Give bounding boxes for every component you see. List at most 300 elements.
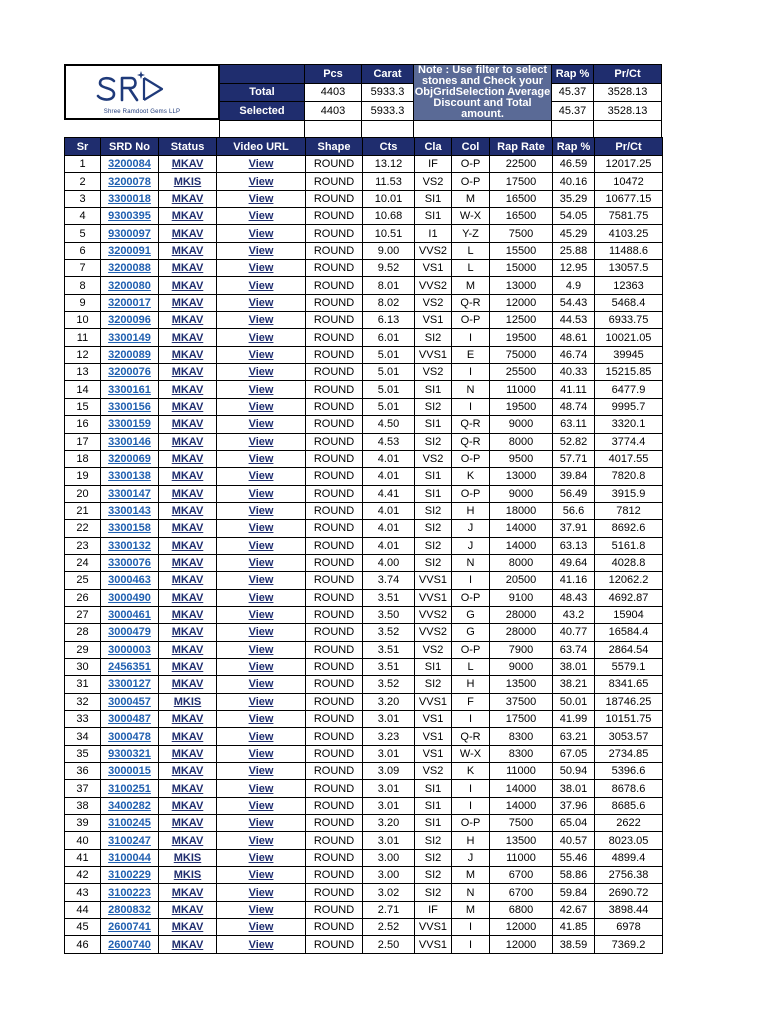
status-link[interactable]: MKAV [171, 453, 204, 466]
status-link[interactable]: MKAV [171, 782, 204, 795]
rap-rate-header[interactable]: Rap Rate [490, 138, 553, 156]
video-link[interactable]: View [248, 869, 274, 882]
video-link[interactable]: View [248, 348, 274, 361]
status-cell [159, 260, 217, 277]
rap-rate-cell: 12000 [490, 936, 553, 953]
srd-no-link[interactable]: 3300132 [108, 539, 151, 552]
sr-cell: 43 [65, 884, 101, 901]
rap-rate-cell: 7500 [490, 815, 553, 832]
video-link[interactable]: View [248, 470, 274, 483]
srd-no-link[interactable]: 3200017 [108, 296, 151, 309]
srd-no-link[interactable]: 3000461 [108, 609, 151, 622]
video-link[interactable]: View [248, 314, 274, 327]
status-cell [159, 745, 217, 762]
status-link[interactable]: MKAV [171, 539, 204, 552]
video-link[interactable]: View [248, 713, 274, 726]
status-link[interactable]: MKAV [171, 296, 204, 309]
srd-no-link[interactable]: 3000490 [108, 591, 151, 604]
video-cell [217, 624, 306, 641]
status-link[interactable]: MKAV [171, 557, 204, 570]
status-link[interactable]: MKAV [171, 487, 204, 500]
video-link[interactable]: View [248, 661, 274, 674]
video-link[interactable]: View [248, 400, 274, 413]
status-link[interactable]: MKAV [171, 834, 204, 847]
srd-logo-icon [92, 69, 196, 109]
sr-cell: 14 [65, 381, 101, 398]
srd-no-link[interactable]: 3100245 [108, 817, 151, 830]
srd-no-cell [101, 815, 159, 832]
col-cell: J [452, 537, 490, 554]
table-row [65, 676, 663, 693]
srd-no-link[interactable]: 3300147 [108, 487, 151, 500]
srd-no-link[interactable]: 3200091 [108, 244, 151, 257]
srd-no-link[interactable]: 3300138 [108, 470, 151, 483]
srd-no-cell [101, 242, 159, 259]
video-link[interactable]: View [248, 522, 274, 535]
video-link[interactable]: View [248, 175, 274, 188]
rap-pct-cell: 67.05 [553, 745, 595, 762]
rap-rate-cell: 12000 [490, 294, 553, 311]
table-row [65, 502, 663, 519]
col-cell: G [452, 606, 490, 623]
pr-ct-cell: 13057.5 [595, 260, 663, 277]
spacer-cell [305, 121, 362, 139]
rap-rate-cell: 16500 [490, 208, 553, 225]
video-cell [217, 242, 306, 259]
cts-header[interactable]: Cts [363, 138, 415, 156]
table-row [65, 364, 663, 381]
sr-cell: 33 [65, 711, 101, 728]
status-link[interactable]: MKAV [171, 470, 204, 483]
col-header[interactable]: Col [452, 138, 490, 156]
status-cell [159, 381, 217, 398]
video-cell [217, 156, 306, 173]
srd-no-cell [101, 589, 159, 606]
status-link[interactable]: MKAV [171, 903, 204, 916]
pr-ct-cell: 2690.72 [595, 884, 663, 901]
srd-no-link[interactable]: 2600740 [108, 938, 151, 951]
srd-no-link[interactable]: 3200080 [108, 279, 151, 292]
cla-cell: VS1 [415, 711, 452, 728]
status-link[interactable]: MKAV [171, 574, 204, 587]
video-link[interactable]: View [248, 730, 274, 743]
rap-pct-cell: 4.9 [553, 277, 595, 294]
cla-cell: VVS1 [415, 693, 452, 710]
video-link[interactable]: View [248, 505, 274, 518]
sr-header[interactable]: Sr [65, 138, 101, 156]
rap-rate-cell: 13000 [490, 277, 553, 294]
col-cell: O-P [452, 641, 490, 658]
shape-cell: ROUND [306, 312, 363, 329]
srd-no-cell [101, 676, 159, 693]
status-link[interactable]: MKAV [171, 210, 204, 223]
shape-cell: ROUND [306, 624, 363, 641]
status-link[interactable]: MKAV [171, 400, 204, 413]
sr-cell: 16 [65, 416, 101, 433]
srd-no-link[interactable]: 3400282 [108, 799, 151, 812]
rap-rate-cell: 6800 [490, 901, 553, 918]
srd-no-link[interactable]: 3300158 [108, 522, 151, 535]
srd-no-link[interactable]: 3000463 [108, 574, 151, 587]
sr-cell: 13 [65, 364, 101, 381]
status-link[interactable]: MKAV [171, 747, 204, 760]
shape-cell: ROUND [306, 606, 363, 623]
video-link[interactable]: View [248, 383, 274, 396]
rap-pct-cell: 65.04 [553, 815, 595, 832]
video-link[interactable]: View [248, 574, 274, 587]
srd-no-cell [101, 641, 159, 658]
sr-cell: 22 [65, 520, 101, 537]
srd-no-link[interactable]: 2456351 [108, 661, 151, 674]
srd-no-link[interactable]: 3100044 [108, 851, 151, 864]
srd-no-link[interactable]: 3200096 [108, 314, 151, 327]
shape-cell: ROUND [306, 485, 363, 502]
video-cell [217, 936, 306, 953]
pr-ct-cell: 18746.25 [595, 693, 663, 710]
srd-no-link[interactable]: 3200088 [108, 262, 151, 275]
status-cell [159, 936, 217, 953]
col-cell: I [452, 936, 490, 953]
status-link[interactable]: MKAV [171, 799, 204, 812]
video-link[interactable]: View [248, 851, 274, 864]
video-link[interactable]: View [248, 262, 274, 275]
srd-no-link[interactable]: 3000479 [108, 626, 151, 639]
video-link[interactable]: View [248, 678, 274, 691]
sr-cell: 21 [65, 502, 101, 519]
srd-no-link[interactable]: 3300127 [108, 678, 151, 691]
srd-no-link[interactable]: 3200069 [108, 453, 151, 466]
video-link[interactable]: View [248, 609, 274, 622]
video-cell [217, 554, 306, 571]
video-link[interactable]: View [248, 227, 274, 240]
status-header[interactable]: Status [159, 138, 217, 156]
status-link[interactable]: MKIS [173, 175, 202, 188]
video-link[interactable]: View [248, 557, 274, 570]
video-link[interactable]: View [248, 938, 274, 951]
srd-no-link[interactable]: 3000478 [108, 730, 151, 743]
srd-no-link[interactable]: 3300161 [108, 383, 151, 396]
cts-cell: 8.01 [363, 277, 415, 294]
col-cell: Q-R [452, 416, 490, 433]
srd-no-link[interactable]: 3200078 [108, 175, 151, 188]
rap-pct-cell: 48.43 [553, 589, 595, 606]
status-link[interactable]: MKAV [171, 730, 204, 743]
pr-ct-cell: 5396.6 [595, 763, 663, 780]
video-cell [217, 364, 306, 381]
video-link[interactable]: View [248, 210, 274, 223]
cla-header[interactable]: Cla [415, 138, 452, 156]
status-cell [159, 242, 217, 259]
header-block [64, 64, 662, 138]
cts-cell: 6.13 [363, 312, 415, 329]
rap-rate-cell: 75000 [490, 346, 553, 363]
video-link[interactable]: View [248, 886, 274, 899]
cla-cell: SI1 [415, 658, 452, 675]
rap-rate-cell: 7900 [490, 641, 553, 658]
video-cell [217, 173, 306, 190]
cla-cell: SI2 [415, 676, 452, 693]
cla-cell: SI2 [415, 867, 452, 884]
video-link[interactable]: View [248, 903, 274, 916]
status-link[interactable]: MKAV [171, 366, 204, 379]
video-cell [217, 606, 306, 623]
rap-pct-header[interactable]: Rap % [553, 138, 595, 156]
pr-ct-cell: 5579.1 [595, 658, 663, 675]
cts-cell: 3.09 [363, 763, 415, 780]
srd-no-link[interactable]: 3300018 [108, 192, 151, 205]
status-link[interactable]: MKAV [171, 886, 204, 899]
pr-ct-cell: 6933.75 [595, 312, 663, 329]
srd-no-header[interactable]: SRD No [101, 138, 159, 156]
table-row [65, 156, 663, 173]
video-link[interactable]: View [248, 817, 274, 830]
table-row [65, 572, 663, 589]
video-cell [217, 312, 306, 329]
rap-pct-cell: 58.86 [553, 867, 595, 884]
status-link[interactable]: MKAV [171, 158, 204, 171]
cts-cell: 3.51 [363, 658, 415, 675]
video-link[interactable]: View [248, 765, 274, 778]
video-link[interactable]: View [248, 643, 274, 656]
rap-rate-cell: 8000 [490, 433, 553, 450]
srd-no-cell [101, 520, 159, 537]
status-link[interactable]: MKAV [171, 262, 204, 275]
shape-cell: ROUND [306, 329, 363, 346]
srd-no-link[interactable]: 3100223 [108, 886, 151, 899]
cla-cell: VVS2 [415, 606, 452, 623]
status-link[interactable]: MKAV [171, 643, 204, 656]
status-link[interactable]: MKAV [171, 192, 204, 205]
sr-cell: 1 [65, 156, 101, 173]
table-row [65, 589, 663, 606]
rap-pct-cell: 63.21 [553, 728, 595, 745]
company-logo [64, 64, 220, 120]
srd-no-link[interactable]: 3300149 [108, 331, 151, 344]
cla-cell: SI1 [415, 416, 452, 433]
video-link[interactable]: View [248, 244, 274, 257]
table-row [65, 173, 663, 190]
rap-rate-cell: 18000 [490, 502, 553, 519]
sr-cell: 7 [65, 260, 101, 277]
status-link[interactable]: MKAV [171, 678, 204, 691]
srd-no-link[interactable]: 3300159 [108, 418, 151, 431]
selected-rap-pct: 45.37 [552, 102, 594, 121]
srd-no-link[interactable]: 3300146 [108, 435, 151, 448]
video-link[interactable]: View [248, 591, 274, 604]
srd-no-cell [101, 398, 159, 415]
srd-no-cell [101, 433, 159, 450]
table-row [65, 901, 663, 918]
pr-ct-cell: 2864.54 [595, 641, 663, 658]
status-link[interactable]: MKAV [171, 314, 204, 327]
video-link[interactable]: View [248, 921, 274, 934]
cla-cell: VVS2 [415, 242, 452, 259]
shape-cell: ROUND [306, 797, 363, 814]
table-row [65, 450, 663, 467]
rap-rate-cell: 11000 [490, 849, 553, 866]
video-link[interactable]: View [248, 192, 274, 205]
rap-pct-cell: 38.21 [553, 676, 595, 693]
status-cell [159, 277, 217, 294]
pr-ct-cell: 15215.85 [595, 364, 663, 381]
table-row [65, 711, 663, 728]
col-cell: E [452, 346, 490, 363]
shape-header[interactable]: Shape [306, 138, 363, 156]
video-cell [217, 711, 306, 728]
video-url-header[interactable]: Video URL [217, 138, 306, 156]
status-link[interactable]: MKAV [171, 765, 204, 778]
col-cell: I [452, 780, 490, 797]
srd-no-link[interactable]: 2600741 [108, 921, 151, 934]
status-link[interactable]: MKAV [171, 331, 204, 344]
cts-cell: 2.52 [363, 919, 415, 936]
srd-no-link[interactable]: 3300076 [108, 557, 151, 570]
srd-no-link[interactable]: 3000003 [108, 643, 151, 656]
table-row [65, 225, 663, 242]
video-link[interactable]: View [248, 418, 274, 431]
pr-ct-cell: 12363 [595, 277, 663, 294]
srd-no-link[interactable]: 9300321 [108, 747, 151, 760]
video-link[interactable]: View [248, 487, 274, 500]
col-cell: W-X [452, 208, 490, 225]
srd-no-link[interactable]: 9300097 [108, 227, 151, 240]
video-link[interactable]: View [248, 279, 274, 292]
srd-no-link[interactable]: 2800832 [108, 903, 151, 916]
table-row [65, 780, 663, 797]
shape-cell: ROUND [306, 745, 363, 762]
srd-no-link[interactable]: 3100251 [108, 782, 151, 795]
video-link[interactable]: View [248, 331, 274, 344]
srd-no-link[interactable]: 3100229 [108, 869, 151, 882]
video-link[interactable]: View [248, 539, 274, 552]
status-link[interactable]: MKAV [171, 817, 204, 830]
status-link[interactable]: MKIS [173, 851, 202, 864]
srd-no-link[interactable]: 3000457 [108, 695, 151, 708]
srd-no-link[interactable]: 3200089 [108, 348, 151, 361]
rap-pct-cell: 56.49 [553, 485, 595, 502]
rap-pct-cell: 44.53 [553, 312, 595, 329]
total-pr-ct: 3528.13 [594, 83, 662, 102]
srd-no-link[interactable]: 3300156 [108, 400, 151, 413]
status-link[interactable]: MKAV [171, 505, 204, 518]
pr-ct-cell: 5161.8 [595, 537, 663, 554]
rap-pct-cell: 41.11 [553, 381, 595, 398]
video-link[interactable]: View [248, 158, 274, 171]
status-link[interactable]: MKAV [171, 626, 204, 639]
srd-no-link[interactable]: 3100247 [108, 834, 151, 847]
video-link[interactable]: View [248, 695, 274, 708]
summary-spacer-row [220, 121, 662, 139]
summary-rap-header: Rap % [552, 65, 594, 84]
status-cell [159, 190, 217, 207]
status-link[interactable]: MKIS [173, 695, 202, 708]
col-cell: L [452, 260, 490, 277]
pr-ct-cell: 10151.75 [595, 711, 663, 728]
status-link[interactable]: MKAV [171, 348, 204, 361]
rap-pct-cell: 48.61 [553, 329, 595, 346]
status-link[interactable]: MKAV [171, 661, 204, 674]
srd-no-link[interactable]: 3300143 [108, 505, 151, 518]
srd-no-link[interactable]: 3000487 [108, 713, 151, 726]
video-link[interactable]: View [248, 435, 274, 448]
rap-pct-cell: 63.11 [553, 416, 595, 433]
pr-ct-cell: 2756.38 [595, 867, 663, 884]
video-link[interactable]: View [248, 453, 274, 466]
pr-ct-cell: 4017.55 [595, 450, 663, 467]
srd-no-cell [101, 537, 159, 554]
pr-ct-cell: 12062.2 [595, 572, 663, 589]
video-link[interactable]: View [248, 366, 274, 379]
pr-ct-cell: 7369.2 [595, 936, 663, 953]
srd-no-cell [101, 364, 159, 381]
status-link[interactable]: MKIS [173, 869, 202, 882]
srd-no-link[interactable]: 3200076 [108, 366, 151, 379]
cts-cell: 6.01 [363, 329, 415, 346]
status-link[interactable]: MKAV [171, 227, 204, 240]
srd-no-cell [101, 624, 159, 641]
pr-ct-header[interactable]: Pr/Ct [595, 138, 663, 156]
shape-cell: ROUND [306, 693, 363, 710]
status-link[interactable]: MKAV [171, 609, 204, 622]
col-cell: M [452, 867, 490, 884]
video-link[interactable]: View [248, 834, 274, 847]
status-link[interactable]: MKAV [171, 938, 204, 951]
col-cell: O-P [452, 173, 490, 190]
rap-pct-cell: 41.16 [553, 572, 595, 589]
status-cell [159, 919, 217, 936]
video-link[interactable]: View [248, 626, 274, 639]
shape-cell: ROUND [306, 728, 363, 745]
shape-cell: ROUND [306, 901, 363, 918]
video-link[interactable]: View [248, 747, 274, 760]
status-cell [159, 832, 217, 849]
status-link[interactable]: MKAV [171, 591, 204, 604]
status-link[interactable]: MKAV [171, 418, 204, 431]
rap-rate-cell: 13500 [490, 832, 553, 849]
status-link[interactable]: MKAV [171, 383, 204, 396]
rap-pct-cell: 39.84 [553, 468, 595, 485]
video-link[interactable]: View [248, 799, 274, 812]
status-cell [159, 225, 217, 242]
status-link[interactable]: MKAV [171, 713, 204, 726]
col-cell: N [452, 381, 490, 398]
table-row [65, 398, 663, 415]
status-link[interactable]: MKAV [171, 921, 204, 934]
rap-rate-cell: 17500 [490, 711, 553, 728]
srd-no-link[interactable]: 3200084 [108, 158, 151, 171]
status-link[interactable]: MKAV [171, 244, 204, 257]
shape-cell: ROUND [306, 364, 363, 381]
sr-cell: 39 [65, 815, 101, 832]
status-cell [159, 433, 217, 450]
status-link[interactable]: MKAV [171, 522, 204, 535]
rap-pct-cell: 40.33 [553, 364, 595, 381]
status-link[interactable]: MKAV [171, 435, 204, 448]
video-link[interactable]: View [248, 296, 274, 309]
srd-no-link[interactable]: 9300395 [108, 210, 151, 223]
shape-cell: ROUND [306, 398, 363, 415]
status-cell [159, 728, 217, 745]
status-link[interactable]: MKAV [171, 279, 204, 292]
srd-no-link[interactable]: 3000015 [108, 765, 151, 778]
shape-cell: ROUND [306, 867, 363, 884]
rap-pct-cell: 42.67 [553, 901, 595, 918]
status-cell [159, 711, 217, 728]
status-cell [159, 867, 217, 884]
status-cell [159, 398, 217, 415]
video-link[interactable]: View [248, 782, 274, 795]
shape-cell: ROUND [306, 190, 363, 207]
